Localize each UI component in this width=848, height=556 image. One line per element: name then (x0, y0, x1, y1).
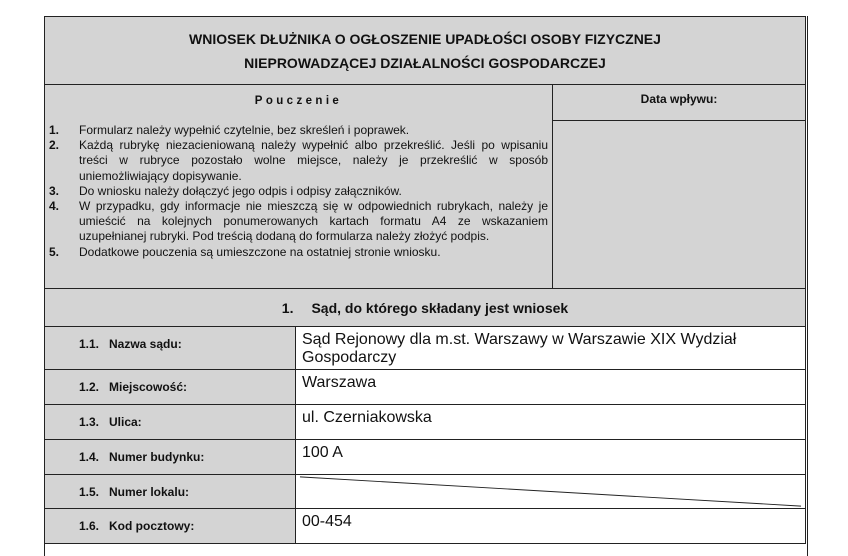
field-label: Numer lokalu: (109, 485, 190, 499)
instruction-number: 3. (49, 183, 60, 198)
strike-through-line (296, 475, 805, 508)
field-label-court-name (44, 326, 296, 370)
section-number: 1. (281, 299, 294, 316)
field-number: 1.2. (79, 380, 100, 394)
form-title-line1: WNIOSEK DŁUŻNIKA O OGŁOSZENIE UPADŁOŚCI OSOBY FIZYCZNEJ (189, 30, 661, 47)
instruction-item (49, 245, 548, 260)
instruction-text: W przypadku, gdy informacje nie mieszczą się w odpowiednich rubrykach, należy je umieścić na kolejnych ponumerowanych kartach formatu A4 ze wskazaniem uzupełnianej rubryki. Pod treścią dodaną do formularza należy złożyć podpis. (79, 199, 548, 244)
instruction-number: 1. (49, 123, 60, 137)
instructions-list (49, 123, 548, 260)
instruction-item (49, 138, 548, 184)
field-label-apartment-number (44, 474, 296, 509)
form-title (44, 16, 806, 85)
form-title-line2: NIEPROWADZĄCEJ DZIAŁALNOŚCI GOSPODARCZEJ (244, 54, 606, 71)
field-number: 1.6. (79, 519, 100, 533)
instruction-text: Każdą rubrykę niezacieniowaną należy wypełnić albo przekreślić. Jeśli po wpisaniu treści w rubryce pozostało wolne miejsce, należy je przekreślić w sposób uniemożliwiający dopisywanie. (79, 138, 548, 183)
instruction-item (49, 184, 548, 199)
apartment-number-field[interactable] (295, 474, 806, 509)
instruction-number: 2. (49, 138, 60, 153)
instructions-panel (44, 84, 553, 289)
field-label-city (44, 369, 296, 405)
instruction-text: Dodatkowe pouczenia są umieszczone na ostatniej stronie wniosku. (79, 244, 441, 259)
field-number: 1.4. (79, 450, 100, 464)
instruction-text: Formularz należy wypełnić czytelnie, bez skreśleń i poprawek. (79, 123, 410, 137)
instructions-heading: Pouczenie (254, 95, 343, 107)
city-field[interactable]: Warszawa (295, 369, 806, 405)
field-number: 1.3. (79, 415, 100, 429)
postal-code-field[interactable]: 00-454 (295, 508, 806, 544)
receipt-date-field (552, 120, 806, 289)
instruction-item (49, 123, 548, 138)
street-field[interactable]: ul. Czerniakowska (295, 404, 806, 440)
instruction-number: 5. (49, 244, 60, 259)
field-label-postal-code (44, 508, 296, 544)
field-label: Ulica: (109, 415, 142, 429)
field-number: 1.5. (79, 485, 100, 499)
field-label: Miejscowość: (109, 380, 188, 394)
instruction-text: Do wniosku należy dołączyć jego odpis i odpisy załączników. (79, 183, 402, 198)
field-label-building-number (44, 439, 296, 475)
instruction-item (49, 199, 548, 245)
receipt-date-label: Data wpływu: (552, 84, 806, 121)
building-number-field[interactable]: 100 A (295, 439, 806, 475)
field-label: Numer budynku: (109, 450, 205, 464)
field-label: Kod pocztowy: (109, 519, 195, 533)
section-title: Sąd, do którego składany jest wniosek (311, 299, 569, 316)
field-label-street (44, 404, 296, 440)
field-number: 1.1. (79, 337, 100, 351)
court-name-field[interactable]: Sąd Rejonowy dla m.st. Warszawy w Warszawie XIX Wydział Gospodarczy (295, 326, 806, 370)
section-header (44, 288, 806, 327)
field-label: Nazwa sądu: (109, 337, 182, 351)
instruction-number: 4. (49, 199, 60, 214)
